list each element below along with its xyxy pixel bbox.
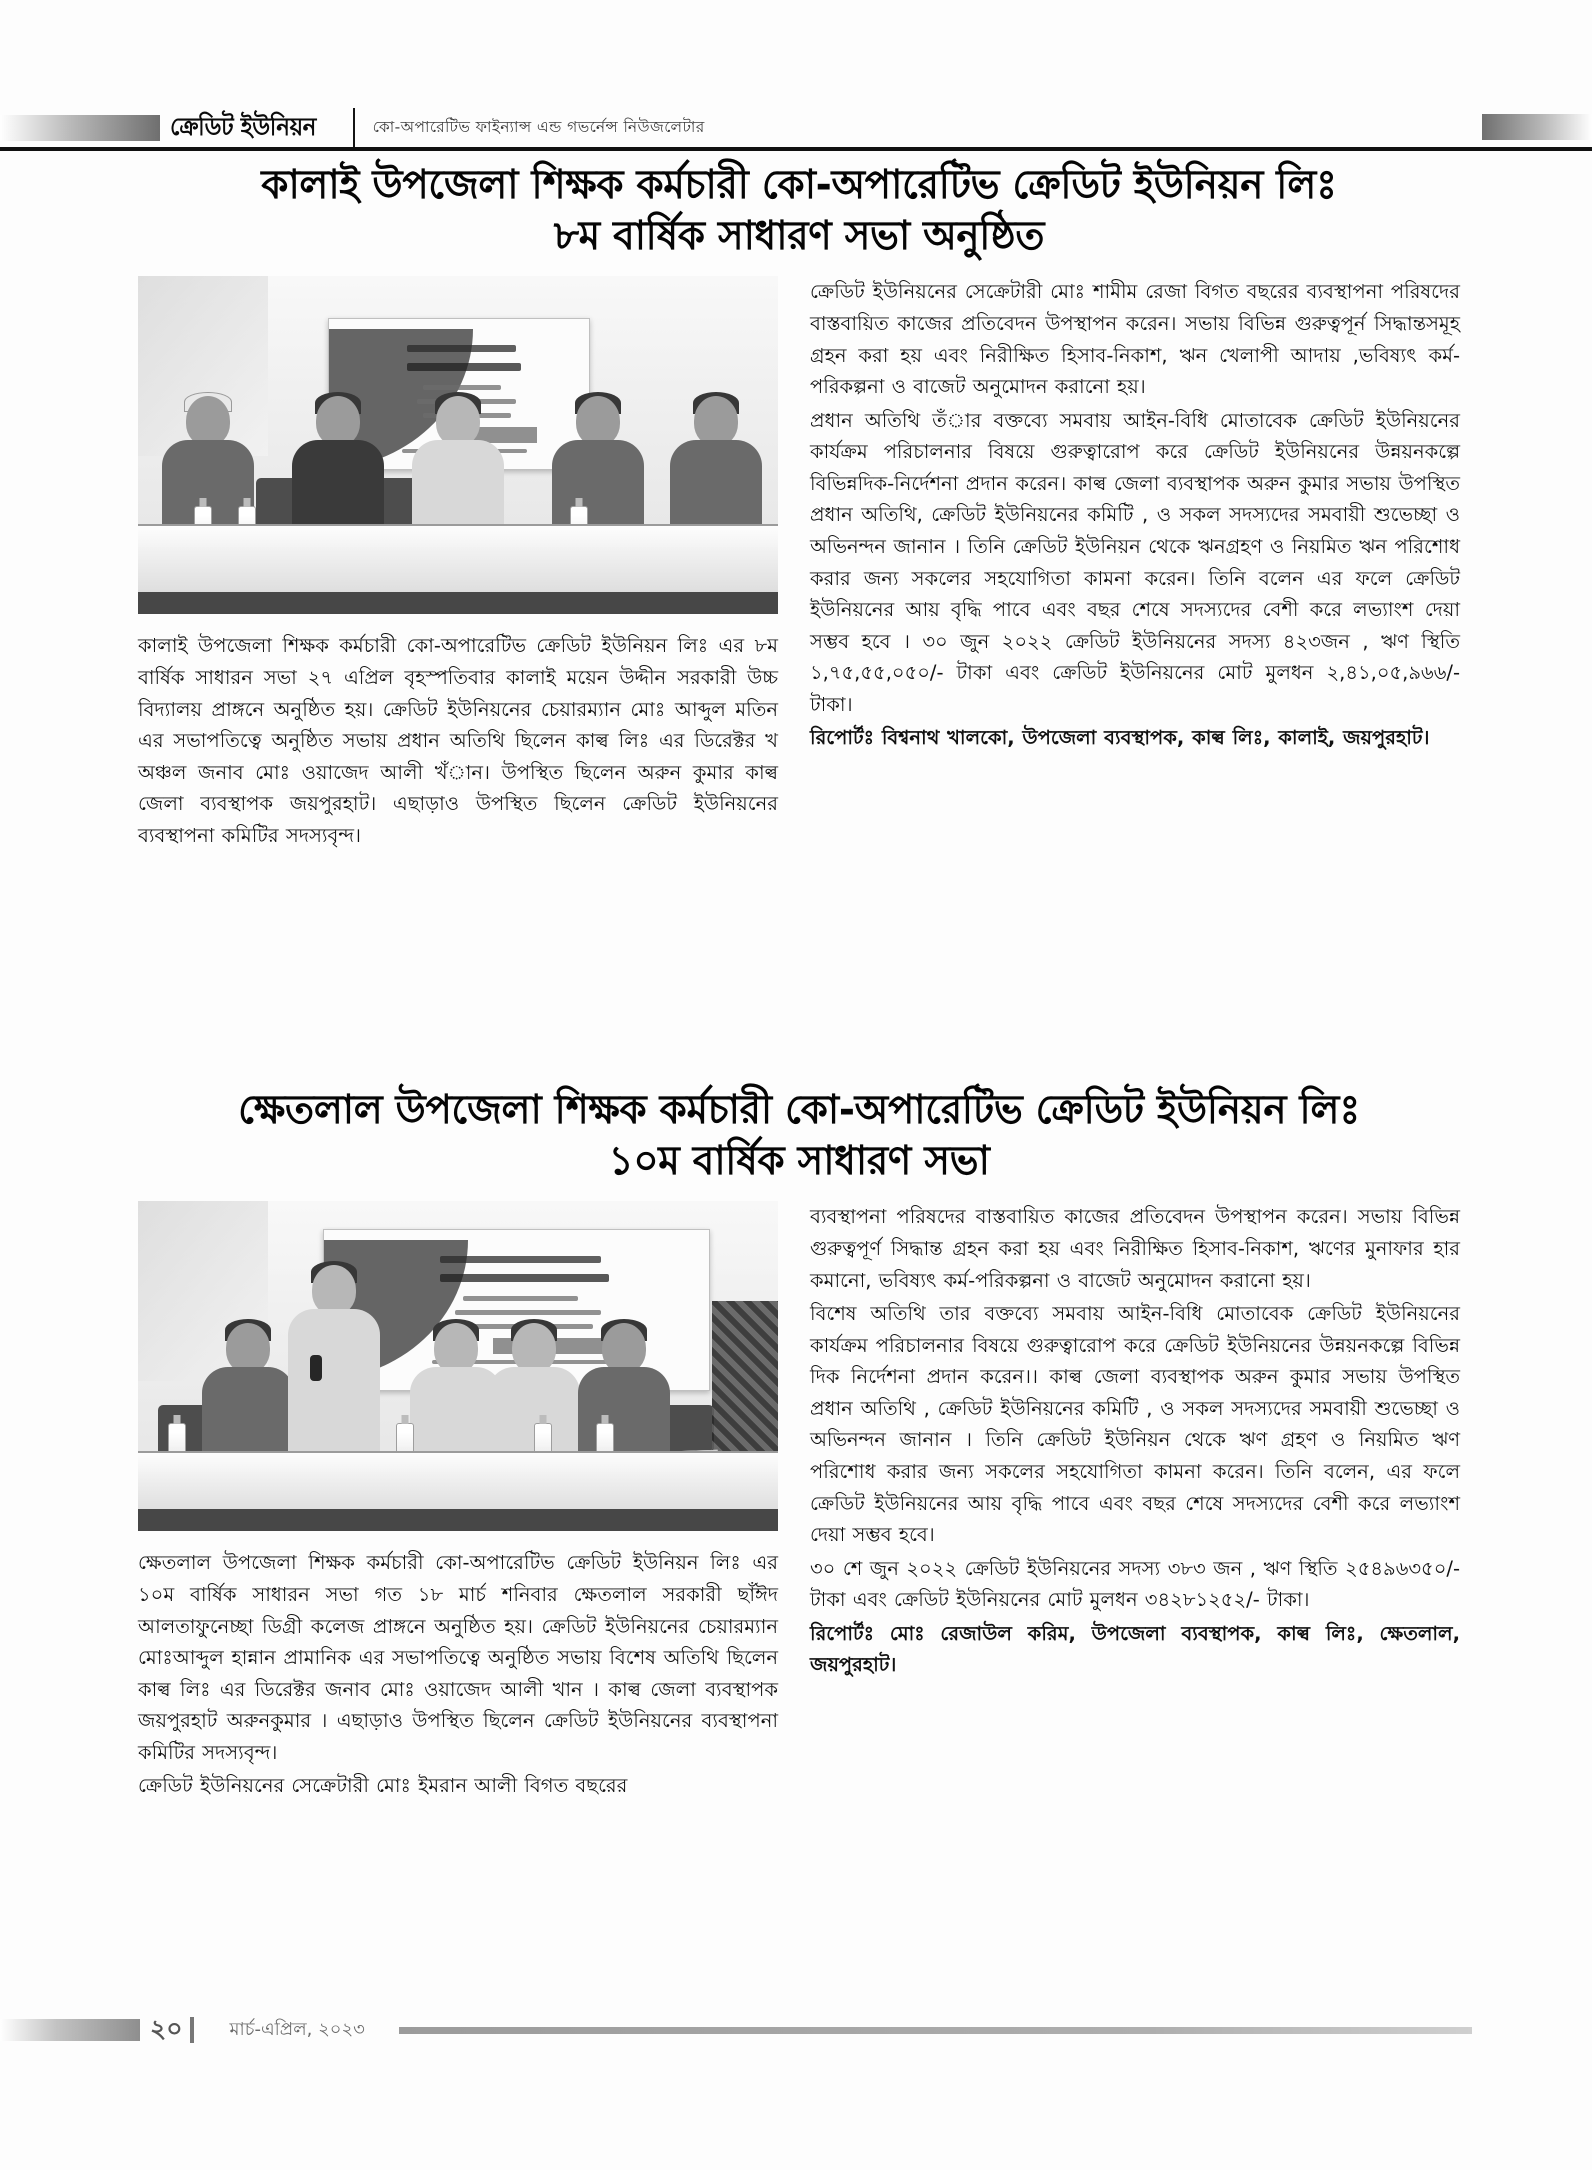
photo-1-table <box>138 524 778 614</box>
article-khetlal-agm <box>138 1085 1460 1804</box>
banner-text-line <box>463 1296 579 1301</box>
article-1-right-column <box>810 276 1460 756</box>
photo-2-person <box>576 1323 672 1455</box>
banner-text-line <box>407 345 516 352</box>
article-2-columns <box>138 1201 1460 1804</box>
banner-text-line <box>455 1310 601 1315</box>
article-1-left-column <box>138 276 778 853</box>
banner-text-line <box>440 1274 609 1282</box>
article-1-headline <box>158 160 1440 262</box>
person-head <box>436 396 480 446</box>
photo-2-speaker <box>286 1265 382 1455</box>
article-1-right-paragraph: প্রধান অতিথি তঁার বক্তব্যে সমবায় আইন-বিধি মোতাবেক ক্রেডিট ইউনিয়নের কার্যক্রম পরিচালনার বিষয়ে গুরুত্বারোপ করে ক্রেডিট ইউনিয়নের উন্নয়নকল্পে বিভিন্নদিক-নির্দেশনা প্রদান করেন। কাল্ব জেলা ব্যবস্থাপক অরুন কুমার সভায় উপস্থিত প্রধান অতিথি, ক্রেডিট ইউনিয়নের কমিটি , ও সকল সদস্যদের সমবায়ী শুভেচ্ছা ও অভিনন্দন জানান । তিনি ক্রেডিট ইউনিয়ন থেকে ঋনগ্রহণ ও নিয়মিত ঋন পরিশোধ করার জন্য সকলের সহযোগিতা কামনা করেন। তিনি বলেন এর ফলে ক্রেডিট ইউনিয়নের আয় বৃদ্ধি পাবে এবং বছর শেষে সদস্যদের বেশী করে লভ্যাংশ দেয়া সম্ভব হবে । ৩০ জুন ২০২২ ক্রেডিট ইউনিয়নের সদস্য ৪২৩জন , ঋণ স্থিতি ১,৭৫,৫৫,০৫০/- টাকা এবং ক্রেডিট ইউনিয়নের মোট মুলধন ২,৪১,০৫,৯৬৬/- টাকা। <box>810 408 1460 716</box>
publication-logo: ক্রেডিট ইউনিয়ন <box>170 111 316 141</box>
masthead-right-gradient-bar <box>1482 114 1592 140</box>
photo-2-person <box>200 1323 296 1455</box>
article-2-headline-line-1: ক্ষেতলাল উপজেলা শিক্ষক কর্মচারী কো-অপারেটিভ ক্রেডিট ইউনিয়ন লিঃ <box>238 1087 1360 1133</box>
person-head <box>694 396 738 446</box>
photo-1-person <box>550 396 646 528</box>
banner-text-line <box>440 1256 602 1263</box>
person-head <box>312 1265 356 1315</box>
article-2-right-paragraph: ব্যবস্থাপনা পরিষদের বাস্তবায়িত কাজের প্রতিবেদন উপস্থাপন করেন। সভায় বিভিন্ন গুরুত্বপূর্ণ সিদ্ধান্ত গ্রহন করা হয় এবং নিরীক্ষিত হিসাব-নিকাশ, ঋণের মুনাফার হার কমানো, ভবিষ্যৎ কর্ম-পরিকল্পনা ও বাজেট অনুমোদন করানো হয়। <box>810 1205 1460 1292</box>
person-head <box>512 1323 556 1373</box>
masthead <box>0 110 1592 146</box>
article-1-photo <box>138 276 778 614</box>
photo-2-microphone <box>310 1355 322 1381</box>
article-2-report-line: রিপোর্টঃ মোঃ রেজাউল করিম, উপজেলা ব্যবস্থাপক, কাল্ব লিঃ, ক্ষেতলাল, জয়পুরহাট। <box>810 1621 1460 1677</box>
banner-text-line <box>423 385 501 390</box>
person-body <box>292 440 384 530</box>
person-body <box>670 440 762 530</box>
footer-left-gradient-bar <box>0 2019 140 2041</box>
masthead-left-gradient-bar <box>0 115 160 141</box>
page-footer <box>0 2010 1592 2050</box>
photo-1-person <box>290 396 386 528</box>
article-1-left-paragraph: কালাই উপজেলা শিক্ষক কর্মচারী কো-অপারেটিভ ক্রেডিট ইউনিয়ন লিঃ এর ৮ম বার্ষিক সাধারন সভা ২৭ এপ্রিল বৃহস্পতিবার কালাই ময়েন উদ্দীন সরকারী উচ্চ বিদ্যালয় প্রাঙ্গনে অনুষ্ঠিত হয়। ক্রেডিট ইউনিয়নের চেয়ারম্যান মোঃ আব্দুল মতিন এর সভাপতিত্বে অনুষ্ঠিত সভায় প্রধান অতিথি ছিলেন কাল্ব লিঃ এর ডিরেক্টর খ অঞ্চল জনাব মোঃ ওয়াজেদ আলী খঁান। উপস্থিত ছিলেন অরুন কুমার কাল্ব জেলা ব্যবস্থাপক জয়পুরহাট। এছাড়াও উপস্থিত ছিলেন ক্রেডিট ইউনিয়নের ব্যবস্থাপনা কমিটির সদস্যবৃন্দ। <box>138 634 778 847</box>
issue-date: মার্চ-এপ্রিল, ২০২৩ <box>229 2018 365 2040</box>
person-body <box>412 440 504 530</box>
person-body <box>202 1367 294 1457</box>
article-2-headline-line-2: ১০ম বার্ষিক সাধারণ সভা <box>608 1138 990 1185</box>
article-2-left-column <box>138 1201 778 1804</box>
article-1-right-paragraph: ক্রেডিট ইউনিয়নের সেক্রেটারী মোঃ শামীম রেজা বিগত বছরের ব্যবস্থাপনা পরিষদের বাস্তবায়িত কাজের প্রতিবেদন উপস্থাপন করেন। সভায় বিভিন্ন গুরুত্বপূর্ন সিদ্ধান্তসমূহ গ্রহন করা হয় এবং নিরীক্ষিত হিসাব-নিকাশ, ঋন খেলাপী আদায় ,ভবিষ্যৎ কর্ম-পরিকল্পনা ও বাজেট অনুমোদন করানো হয়। <box>810 280 1460 399</box>
photo-1-person <box>668 396 764 528</box>
person-body <box>578 1367 670 1457</box>
article-2-left-paragraph: ক্ষেতলাল উপজেলা শিক্ষক কর্মচারী কো-অপারেটিভ ক্রেডিট ইউনিয়ন লিঃ এর ১০ম বার্ষিক সাধারন সভা গত ১৮ মার্চ শনিবার ক্ষেতলাল সরকারী ছাঁঈদ আলতাফুনেচ্ছা ডিগ্রী কলেজ প্রাঙ্গনে অনুষ্ঠিত হয়। ক্রেডিট ইউনিয়নের চেয়ারম্যান মোঃআব্দুল হান্নান প্রামানিক এর সভাপতিত্বে অনুষ্ঠিত সভায় বিশেষ অতিথি ছিলেন কাল্ব লিঃ এর ডিরেক্টর জনাব মোঃ ওয়াজেদ আলী খান । কাল্ব জেলা ব্যবস্থাপক জয়পুরহাট অরুনকুমার । এছাড়াও উপস্থিত ছিলেন ক্রেডিট ইউনিয়নের ব্যবস্থাপনা কমিটির সদস্যবৃন্দ। <box>138 1551 778 1764</box>
banner-text-line <box>407 363 521 371</box>
footer-right-gradient-bar <box>399 2027 1472 2034</box>
person-head <box>434 1323 478 1373</box>
article-2-right-paragraph: বিশেষ অতিথি তার বক্তব্যে সমবায় আইন-বিধি মোতাবেক ক্রেডিট ইউনিয়নের কার্যক্রম পরিচালনার বিষয়ে গুরুত্বারোপ করে ক্রেডিট ইউনিয়নের উন্নয়নকল্পে বিভিন্ন দিক নির্দেশনা প্রদান করেন।। কাল্ব জেলা ব্যবস্থাপক অরুন কুমার সভায় উপস্থিত প্রধান অতিথি , ক্রেডিট ইউনিয়নের কমিটি , ও সকল সদস্যদের সমবায়ী শুভেচ্ছা ও অভিনন্দন জানান । তিনি ক্রেডিট ইউনিয়ন থেকে ঋণ গ্রহণ ও নিয়মিত ঋণ পরিশোধ করার জন্য সকলের সহযোগিতা কামনা করেন। তিনি বলেন, এর ফলে ক্রেডিট ইউনিয়নের আয় বৃদ্ধি পাবে এবং বছর শেষে সদস্যদের বেশী করে লভ্যাংশ দেয়া সম্ভব হবে। <box>810 1302 1460 1547</box>
footer-tick-mark <box>190 2017 194 2043</box>
article-2-statistics-paragraph: ৩০ শে জুন ২০২২ ক্রেডিট ইউনিয়নের সদস্য ৩৮৩ জন , ঋণ স্থিতি ২৫৪৯৬৩৫০/-টাকা এবং ক্রেডিট ইউনিয়নের মোট মুলধন ৩৪২৮১২৫২/- টাকা। <box>810 1556 1460 1612</box>
person-head <box>186 396 230 446</box>
person-head <box>226 1323 270 1373</box>
article-1-columns <box>138 276 1460 853</box>
article-2-headline <box>158 1085 1440 1187</box>
person-head <box>316 396 360 446</box>
article-1-headline-line-1: কালাই উপজেলা শিক্ষক কর্মচারী কো-অপারেটিভ ক্রেডিট ইউনিয়ন লিঃ <box>261 162 1337 208</box>
photo-1-person-center <box>410 396 506 528</box>
article-kalai-agm <box>138 160 1460 853</box>
publication-subtitle: কো-অপারেটিভ ফাইন্যান্স এন্ড গভর্নেন্স নিউজলেটার <box>372 118 705 136</box>
masthead-rule <box>0 147 1592 151</box>
article-2-photo <box>138 1201 778 1531</box>
person-head <box>602 1323 646 1373</box>
article-1-report-line: রিপোর্টঃ বিশ্বনাথ খালকো, উপজেলা ব্যবস্থাপক, কাল্ব লিঃ, কালাই, জয়পুরহাট। <box>810 726 1430 750</box>
person-body <box>552 440 644 530</box>
person-head <box>576 396 620 446</box>
page-number: ২০ <box>150 2013 183 2043</box>
masthead-divider <box>353 108 355 148</box>
person-body <box>288 1309 380 1459</box>
article-1-headline-line-2: ৮ম বার্ষিক সাধারণ সভা অনুষ্ঠিত <box>553 213 1045 260</box>
photo-2-table <box>138 1451 778 1531</box>
article-2-right-column <box>810 1201 1460 1683</box>
article-2-left-paragraph: ক্রেডিট ইউনিয়নের সেক্রেটারী মোঃ ইমরান আলী বিগত বছরের <box>138 1774 628 1798</box>
